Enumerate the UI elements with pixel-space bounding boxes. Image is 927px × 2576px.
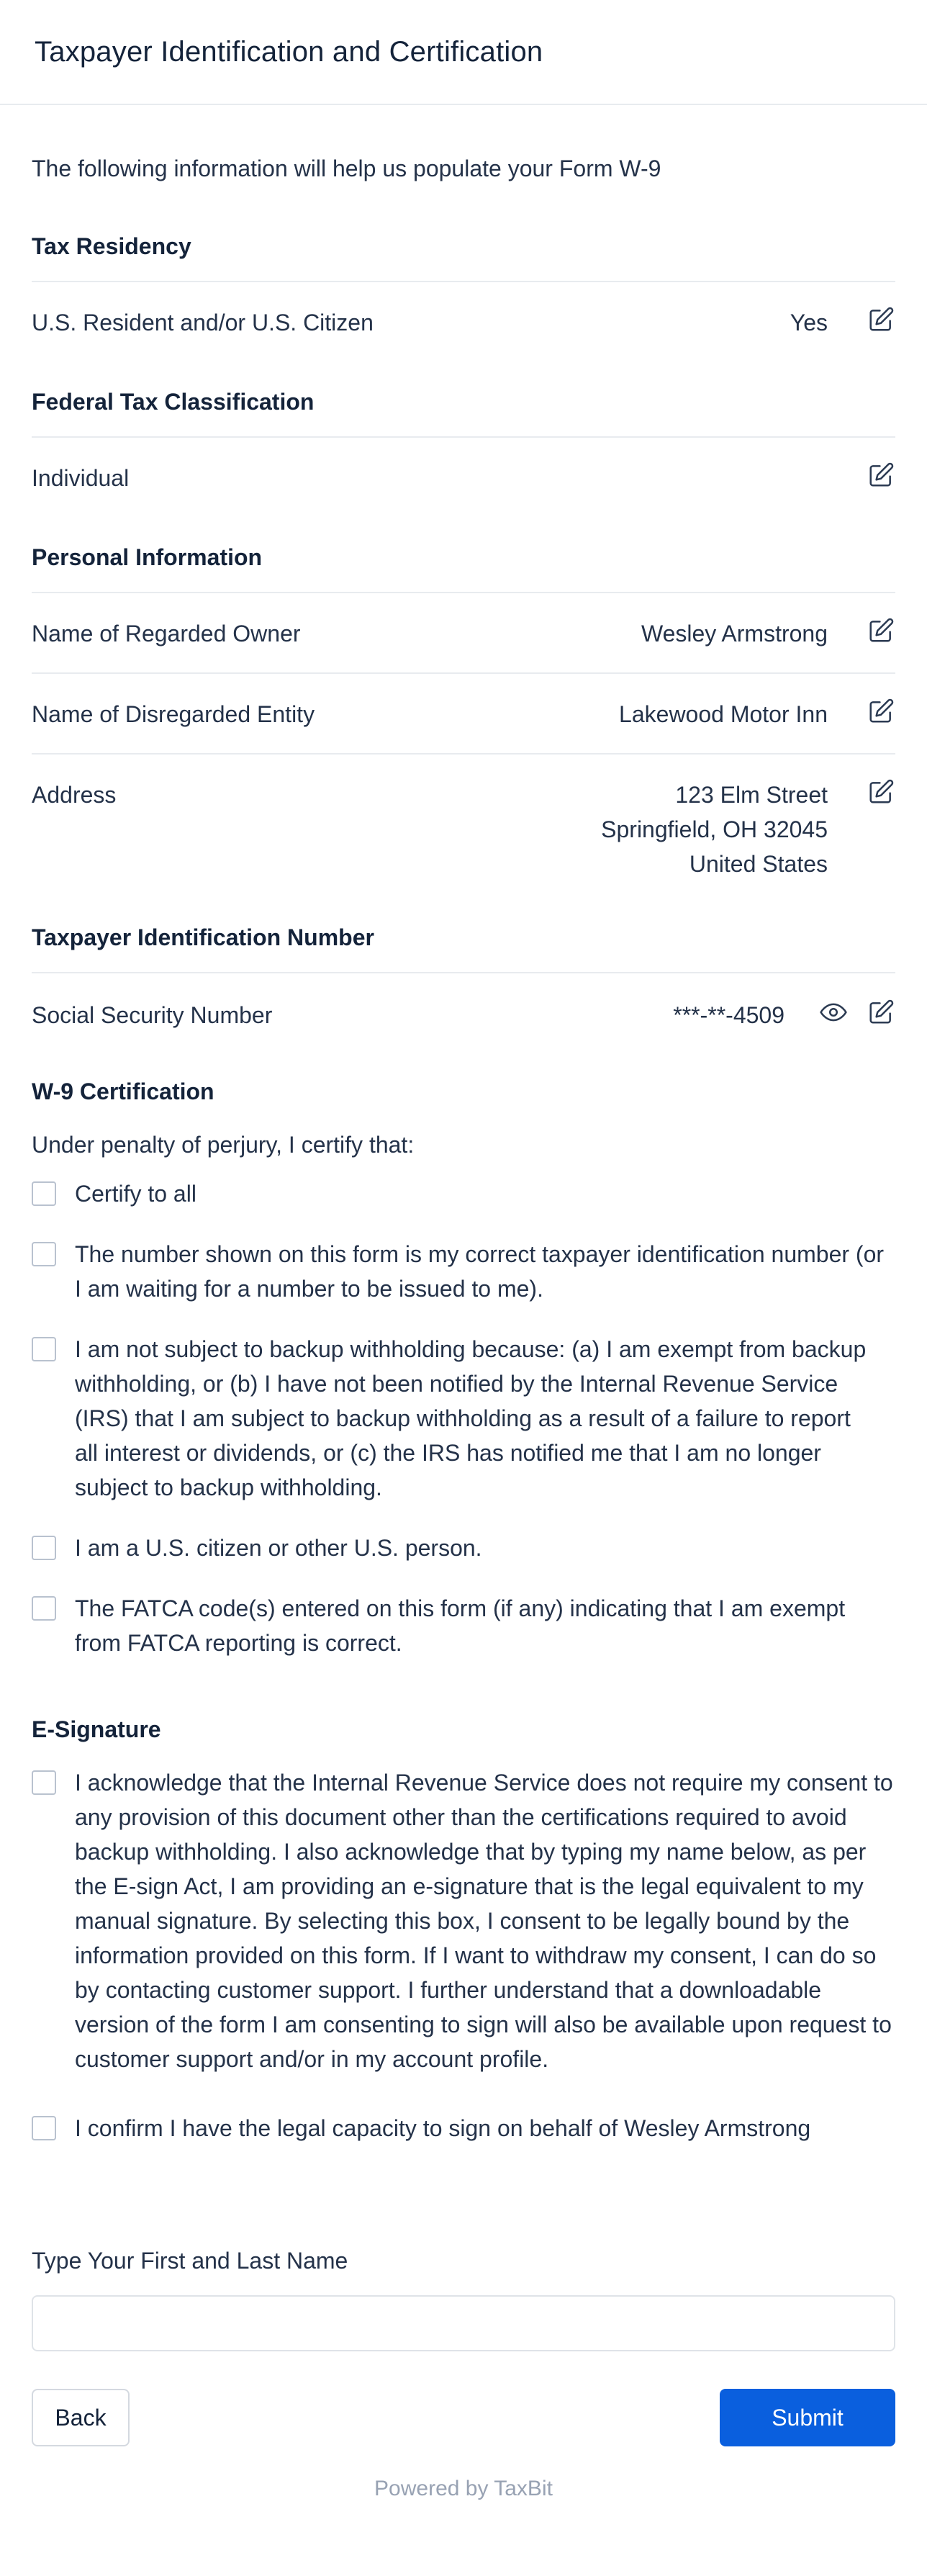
checkbox-label: I acknowledge that the Internal Revenue Service does not require my consent to any provision of this document other than the certifications required to avoid backup withholding. I also acknowledge that by typing my name below, as per the E-sign Act, I am providing an e-signature that is the legal equivalent to my manual signature. By selecting this box, I consent to be legally bound by the information provided on this form. If I want to withdraw my consent, I can do so by contacting customer support. I further understand that a downloadable version of the form I am consenting to sign will also be available upon request to customer support and/or in my account profile.	[75, 1770, 893, 2072]
page-title: Taxpayer Identification and Certification	[35, 36, 543, 68]
disregarded-entity-label: Name of Disregarded Entity	[32, 701, 315, 727]
divider	[32, 281, 895, 282]
federal-tax-title: Federal Tax Classification	[32, 389, 315, 415]
certify-all-checkbox[interactable]	[32, 1181, 56, 1206]
divider	[32, 592, 895, 593]
certification-checkbox[interactable]	[32, 1536, 56, 1560]
edit-icon[interactable]	[867, 778, 895, 806]
tax-residency-label: U.S. Resident and/or U.S. Citizen	[32, 310, 374, 335]
ssn-value: ***-**-4509	[673, 1002, 784, 1028]
checkbox-label: The number shown on this form is my correct taxpayer identification number (or I am waiting for a number to be issued to me).	[75, 1241, 885, 1302]
address-row	[32, 778, 895, 881]
disregarded-entity-row	[32, 697, 895, 731]
divider	[32, 753, 895, 755]
edit-icon[interactable]	[867, 305, 895, 334]
tax-residency-title: Tax Residency	[32, 233, 191, 259]
federal-tax-row	[32, 461, 895, 495]
back-button[interactable]: Back	[32, 2389, 130, 2446]
tax-residency-value: Yes	[790, 310, 828, 335]
address-line: 123 Elm Street	[675, 782, 828, 808]
divider	[32, 436, 895, 438]
personal-info-title: Personal Information	[32, 544, 263, 570]
address-line: United States	[689, 851, 828, 877]
disregarded-entity-value: Lakewood Motor Inn	[619, 701, 828, 727]
esignature-consent-checkbox[interactable]	[32, 1770, 56, 1795]
certification-checkbox[interactable]	[32, 1337, 56, 1361]
full-name-input[interactable]	[32, 2295, 895, 2351]
certification-intro: Under penalty of perjury, I certify that:	[32, 1132, 415, 1158]
legal-capacity-checkbox[interactable]	[32, 2116, 56, 2140]
tax-residency-row	[32, 305, 895, 340]
submit-button[interactable]: Submit	[720, 2389, 895, 2446]
name-input-label: Type Your First and Last Name	[32, 2248, 348, 2274]
regarded-owner-value: Wesley Armstrong	[641, 621, 828, 647]
page-header	[0, 0, 927, 105]
form-content	[0, 151, 927, 2505]
eye-icon[interactable]	[819, 998, 848, 1027]
edit-icon[interactable]	[867, 461, 895, 490]
certification-item	[32, 1531, 895, 1565]
checkbox-label: The FATCA code(s) entered on this form (if any) indicating that I am exempt from FATCA reporting is correct.	[75, 1595, 846, 1656]
certification-checkbox[interactable]	[32, 1242, 56, 1266]
tin-title: Taxpayer Identification Number	[32, 924, 374, 950]
federal-tax-label: Individual	[32, 465, 130, 491]
checkbox-label: I am a U.S. citizen or other U.S. person.	[75, 1535, 482, 1561]
certification-title: W-9 Certification	[32, 1078, 214, 1104]
certification-checkbox[interactable]	[32, 1596, 56, 1621]
certification-item	[32, 1591, 895, 1660]
ssn-row	[32, 998, 895, 1032]
edit-icon[interactable]	[867, 998, 895, 1027]
regarded-owner-row	[32, 616, 895, 651]
certification-item	[32, 1332, 895, 1505]
edit-icon[interactable]	[867, 616, 895, 645]
checkbox-label: I am not subject to backup withholding because: (a) I am exempt from backup withholding, or (b) I have not been notified by the Internal Revenue Service (IRS) that I am subject to backup withholding as a result of a failure to report all interest or dividends, or (c) the IRS has notified me that I am no longer subject to backup withholding.	[75, 1336, 867, 1500]
powered-by-footer: Powered by TaxBit	[374, 2477, 553, 2500]
intro-text: The following information will help us populate your Form W-9	[32, 156, 661, 181]
esignature-item	[32, 2111, 895, 2145]
address-label: Address	[32, 782, 117, 808]
address-line: Springfield, OH 32045	[601, 816, 828, 842]
ssn-label: Social Security Number	[32, 1002, 273, 1028]
certification-item	[32, 1237, 895, 1306]
esignature-title: E-Signature	[32, 1716, 161, 1742]
divider	[32, 972, 895, 973]
certify-all-row	[32, 1176, 895, 1211]
divider	[32, 672, 895, 674]
regarded-owner-label: Name of Regarded Owner	[32, 621, 301, 647]
checkbox-label: Certify to all	[75, 1181, 196, 1207]
edit-icon[interactable]	[867, 697, 895, 726]
checkbox-label: I confirm I have the legal capacity to sign on behalf of Wesley Armstrong	[75, 2115, 811, 2141]
address-value	[601, 778, 828, 881]
esignature-item	[32, 1765, 895, 2076]
button-bar	[32, 2389, 895, 2446]
